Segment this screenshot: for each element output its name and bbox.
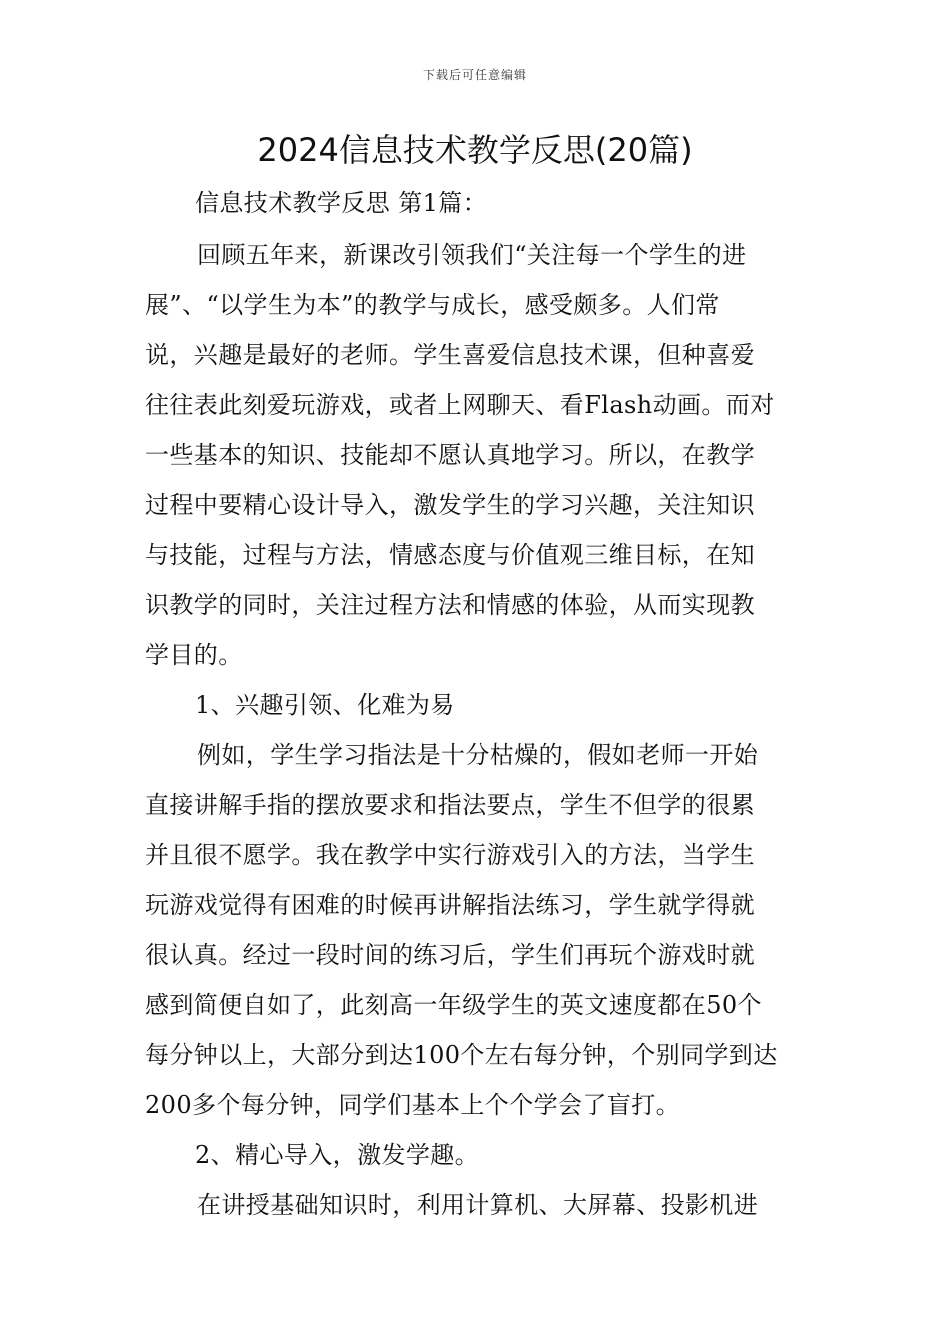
paragraph-line: 与技能，过程与方法，情感态度与价值观三维目标，在知 [145,541,755,569]
paragraph-line: 说，兴趣是最好的老师。学生喜爱信息技术课，但种喜爱 [145,341,755,369]
paragraph-line: 过程中要精心设计导入，激发学生的学习兴趣，关注知识 [145,491,755,519]
document-title: 2024信息技术教学反思(20篇) [257,131,693,169]
paragraph-line: 很认真。经过一段时间的练习后，学生们再玩个游戏时就 [145,941,755,969]
paragraph-2 [145,730,810,1130]
header-note: 下载后可任意编辑 [422,68,527,82]
paragraph-line: 学目的。 [145,641,243,669]
paragraph-line: 例如，学生学习指法是十分枯燥的，假如老师一开始 [197,741,759,769]
paragraph-line: 在讲授基础知识时，利用计算机、大屏幕、投影机进 [197,1191,759,1219]
document-body [145,178,810,1230]
paragraph-line: 每分钟以上，大部分到达100个左右每分钟，个别同学到达 [145,1041,778,1069]
subheading-introduction: 2、精心导入，激发学趣。 [195,1141,480,1169]
paragraph-line: 回顾五年来，新课改引领我们“关注每一个学生的进 [197,241,747,269]
paragraph-line: 展”、“以学生为本”的教学与成长，感受颇多。人们常 [145,291,720,319]
paragraph-line: 感到简便自如了，此刻高一年级学生的英文速度都在50个 [145,991,762,1019]
subheading-interest: 1、兴趣引领、化难为易 [195,691,455,719]
paragraph-3 [145,1180,810,1230]
paragraph-line: 往往表此刻爱玩游戏，或者上网聊天、看Flash动画。而对 [145,391,775,419]
paragraph-line: 一些基本的知识、技能却不愿认真地学习。所以，在教学 [145,441,755,469]
paragraph-1 [145,230,810,680]
paragraph-line: 玩游戏觉得有困难的时候再讲解指法练习，学生就学得就 [145,891,755,919]
section-heading: 信息技术教学反思 第1篇： [195,189,488,217]
paragraph-line: 识教学的同时，关注过程方法和情感的体验，从而实现教 [145,591,755,619]
paragraph-line: 200多个每分钟，同学们基本上个个学会了盲打。 [145,1091,681,1119]
paragraph-line: 直接讲解手指的摆放要求和指法要点，学生不但学的很累 [145,791,755,819]
paragraph-line: 并且很不愿学。我在教学中实行游戏引入的方法，当学生 [145,841,755,869]
